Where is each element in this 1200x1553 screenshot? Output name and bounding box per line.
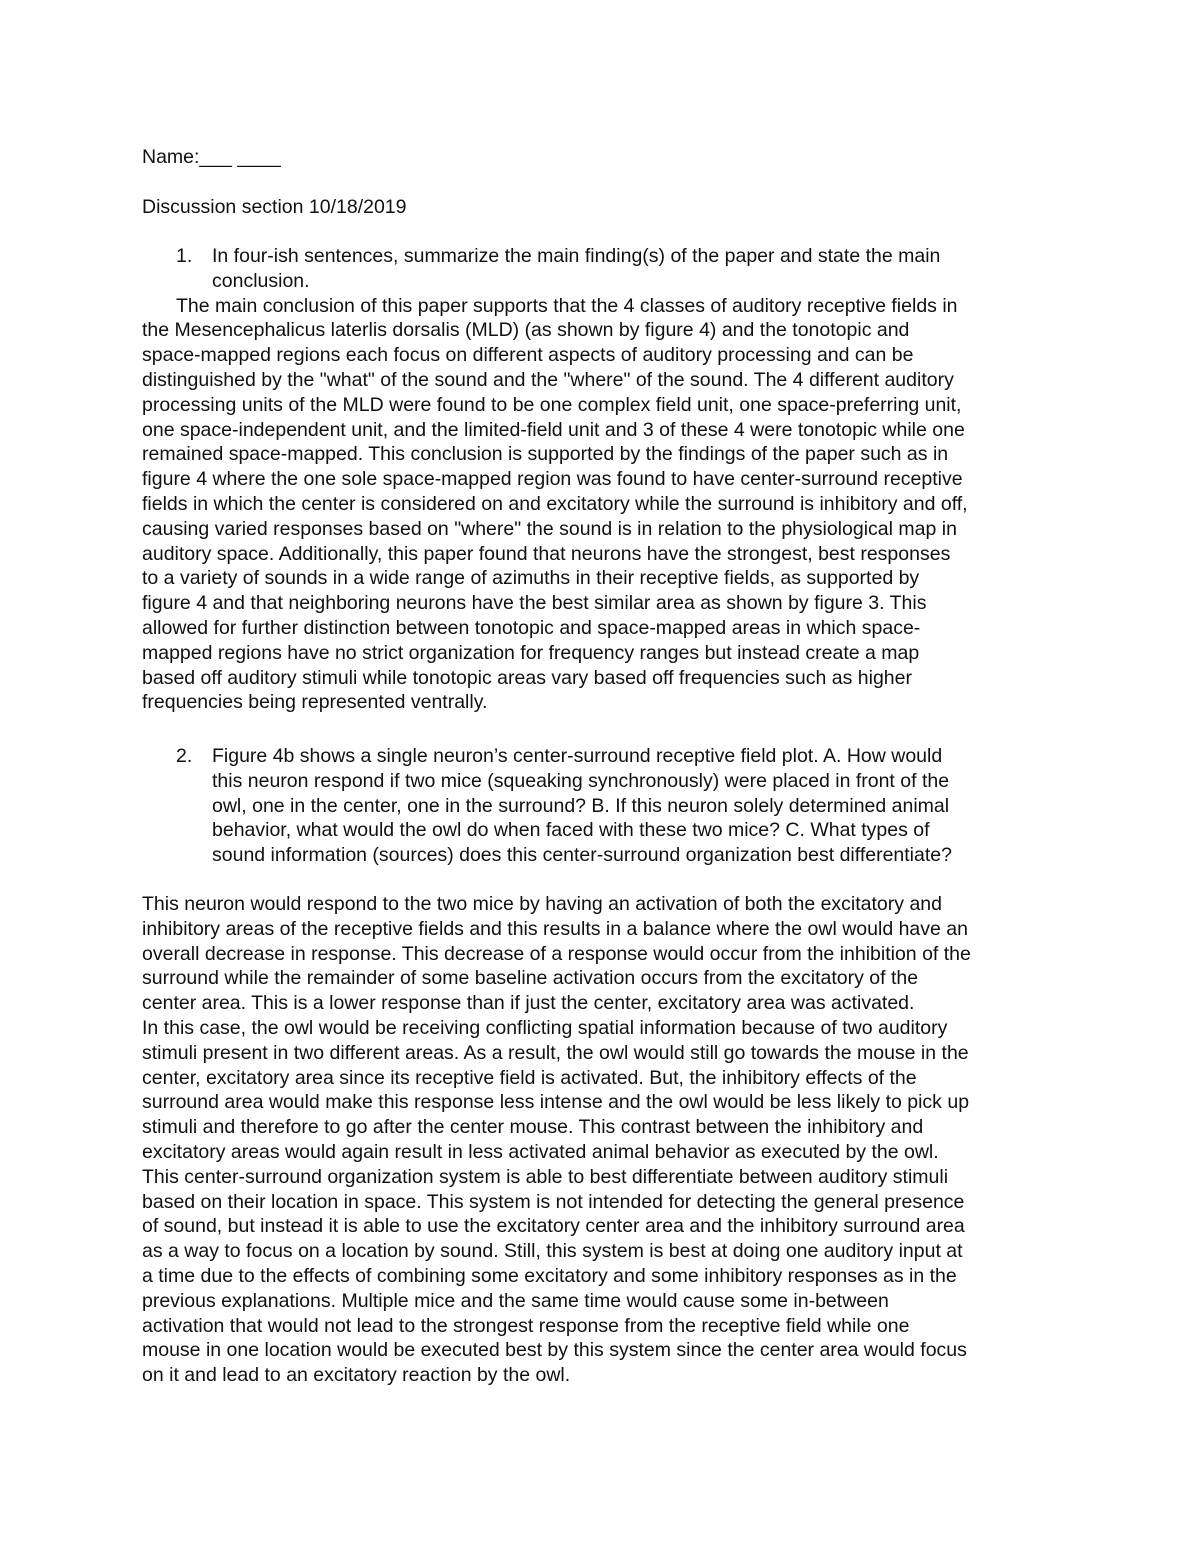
answer-1-line: figure 4 where the one sole space-mapped region was found to have center-surround receptive <box>142 468 963 491</box>
answer-2-line: This neuron would respond to the two mice by having an activation of both the excitatory and <box>142 893 942 915</box>
question-2-line: sound information (sources) does this center-surround organization best differentiate? <box>212 844 952 867</box>
answer-1-line: figure 4 and that neighboring neurons have the best similar area as shown by figure 3. This <box>142 592 927 615</box>
answer-2-line: of sound, but instead it is able to use the excitatory center area and the inhibitory surround area <box>142 1215 965 1238</box>
answer-1-line: the Mesencephalicus laterlis dorsalis (MLD) (as shown by figure 4) and the tonotopic and <box>142 319 910 342</box>
answer-1-line: space-mapped regions each focus on different aspects of auditory processing and can be <box>142 344 914 367</box>
answer-1-line: allowed for further distinction between tonotopic and space-mapped areas in which space- <box>142 617 921 639</box>
answer-2-line: This center-surround organization system is able to best differentiate between auditory stimuli <box>142 1165 949 1188</box>
question-2-line: behavior, what would the owl do when faced with these two mice? C. What types of <box>212 819 930 842</box>
answer-2-line: excitatory areas would again result in less activated animal behavior as executed by the owl. <box>142 1141 939 1163</box>
answer-1-line: one space-independent unit, and the limited-field unit and 3 of these 4 were tonotopic while one <box>142 418 965 441</box>
answer-2-line: surround while the remainder of some baseline activation occurs from the excitatory of the <box>142 967 919 990</box>
question-2-line: owl, one in the center, one in the surround? B. If this neuron solely determined animal <box>212 794 950 817</box>
answer-1-line: auditory space. Additionally, this paper found that neurons have the strongest, best responses <box>142 542 951 565</box>
answer-1-line: fields in which the center is considered on and excitatory while the surround is inhibitory and off, <box>142 493 968 515</box>
discussion-section-date: Discussion section 10/18/2019 <box>142 196 407 218</box>
answer-2-line: overall decrease in response. This decrease of a response would occur from the inhibition of the <box>142 942 971 965</box>
answer-1-line: distinguished by the "what" of the sound and the "where" of the sound. The 4 different auditory <box>142 369 954 391</box>
answer-2-line: center, excitatory area since its receptive field is activated. But, the inhibitory effects of the <box>142 1066 917 1089</box>
answer-1-line: processing units of the MLD were found to be one complex field unit, one space-preferring unit, <box>142 393 962 416</box>
answer-1-line: The main conclusion of this paper supports that the 4 classes of auditory receptive fields in <box>176 294 958 317</box>
answer-2-line: a time due to the effects of combining some excitatory and some inhibitory responses as in the <box>142 1265 957 1287</box>
answer-2-line: stimuli present in two different areas. As a result, the owl would still go towards the mouse in the <box>142 1041 969 1064</box>
answer-2-line: based on their location in space. This system is not intended for detecting the general presence <box>142 1190 965 1213</box>
answer-2-line: surround area would make this response less intense and the owl would be less likely to pick up <box>142 1091 970 1114</box>
answer-2-line: In this case, the owl would be receiving conflicting spatial information because of two auditory <box>142 1017 948 1039</box>
answer-1-line: remained space-mapped. This conclusion is supported by the findings of the paper such as in <box>142 443 949 466</box>
answer-1-line: causing varied responses based on "where" the sound is in relation to the physiological map in <box>142 517 957 540</box>
question-2-number: 2. <box>176 745 193 767</box>
answer-2-line: on it and lead to an excitatory reaction by the owl. <box>142 1364 571 1387</box>
answer-1-line: mapped regions have no strict organization for frequency ranges but instead create a map <box>142 641 920 664</box>
answer-1-line: to a variety of sounds in a wide range of azimuths in their receptive fields, as supported by <box>142 567 920 590</box>
answer-2-line: previous explanations. Multiple mice and the same time would cause some in-between <box>142 1289 889 1312</box>
question-2-line: this neuron respond if two mice (squeaking synchronously) were placed in front of the <box>212 769 950 792</box>
answer-1-line: frequencies being represented ventrally. <box>142 691 488 714</box>
question-1-number: 1. <box>176 245 193 267</box>
answer-2-line: stimuli and therefore to go after the center mouse. This contrast between the inhibitory and <box>142 1116 924 1139</box>
answer-2-line: activation that would not lead to the strongest response from the receptive field while one <box>142 1314 910 1337</box>
answer-1-line: based off auditory stimuli while tonotopic areas vary based off frequencies such as higher <box>142 666 912 689</box>
answer-2-line: inhibitory areas of the receptive fields and this results in a balance where the owl would have an <box>142 917 968 940</box>
answer-2-line: mouse in one location would be executed best by this system since the center area would focus <box>142 1339 967 1362</box>
answer-2-line: center area. This is a lower response than if just the center, excitatory area was activated. <box>142 992 915 1015</box>
question-1-line: conclusion. <box>212 269 310 292</box>
question-2-line: Figure 4b shows a single neuron’s center-surround receptive field plot. A. How would <box>212 745 943 767</box>
question-1-line: In four-ish sentences, summarize the main finding(s) of the paper and state the main <box>212 245 941 267</box>
answer-2-line: as a way to focus on a location by sound. Still, this system is best at doing one auditory input at <box>142 1240 963 1263</box>
name-line: Name:___ ____ <box>142 146 281 168</box>
